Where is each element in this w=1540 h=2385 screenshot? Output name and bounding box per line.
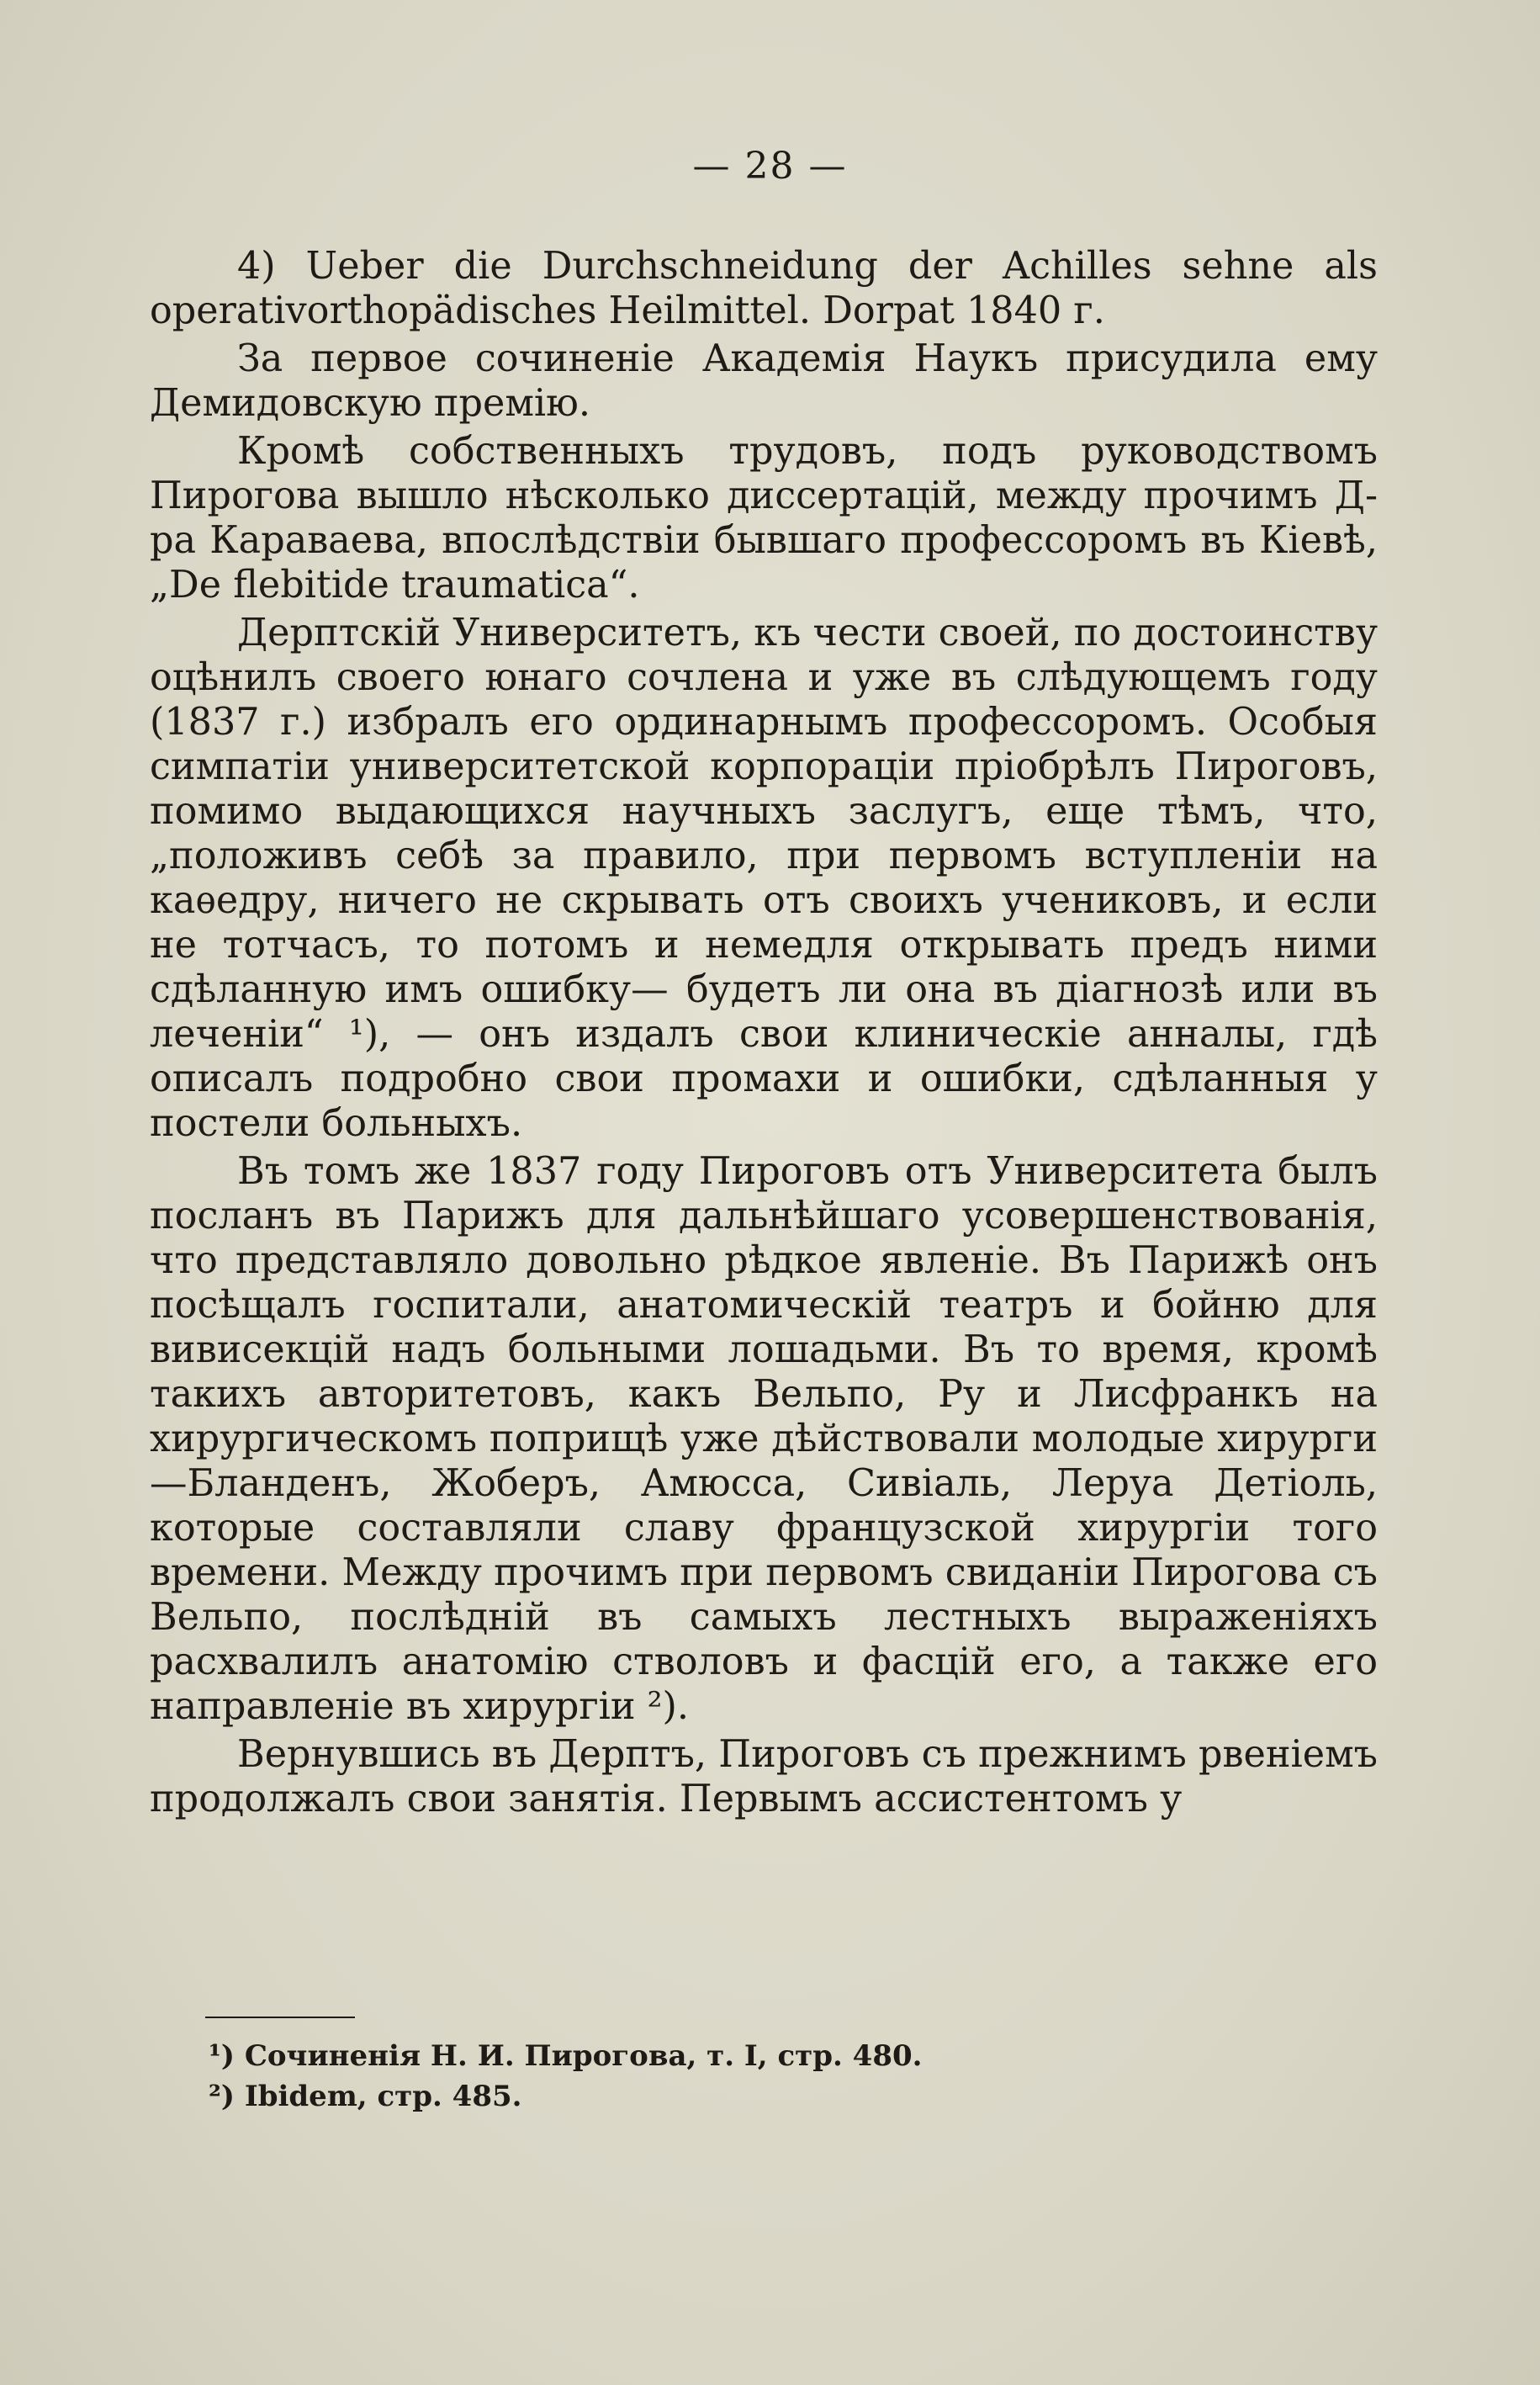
- paragraph: Дерптскій Университетъ, къ чести своей, по достоинству оцѣнилъ своего юнаго сочлена и уже въ слѣдующемъ году (1837 г.) избралъ его ординарнымъ профессоромъ. Особыя симпатіи университетской корпораціи пріобрѣлъ Пироговъ, помимо выдающихся научныхъ заслугъ, еще тѣмъ, что, „положивъ себѣ за правило, при первомъ вступленіи на каѳедру, ничего не скрывать отъ своихъ учениковъ, и если не тотчасъ, то потомъ и немедля открывать предъ ними сдѣланную имъ ошибку— будетъ ли она въ діагнозѣ или въ леченіи“ ¹), — онъ издалъ свои клиническіе анналы, гдѣ описалъ подробно свои промахи и ошибки, сдѣланныя у постели больныхъ.: [150, 612, 1378, 1145]
- footnote-divider: [205, 2017, 355, 2018]
- paragraph: Вернувшись въ Дерптъ, Пироговъ съ прежнимъ рвеніемъ продолжалъ свои занятія. Первымъ ассистентомъ у: [150, 1733, 1378, 1821]
- page-number: — 28 —: [692, 145, 848, 188]
- footnote: ²) Ibidem, стр. 485.: [209, 2080, 522, 2113]
- footnote: ¹) Сочиненія Н. И. Пирогова, т. I, стр. 480.: [209, 2039, 923, 2073]
- main-text: [150, 244, 1378, 1825]
- paragraph: За первое сочиненіе Академія Наукъ присудила ему Демидовскую премію.: [150, 337, 1378, 425]
- footnotes: [209, 2036, 1218, 2117]
- paragraph: Въ томъ же 1837 году Пироговъ отъ Университета былъ посланъ въ Парижъ для дальнѣйшаго усовершенствованія, что представляло довольно рѣдкое явленіе. Въ Парижѣ онъ посѣщалъ госпитали, анатомическій театръ и бойню для вивисекцій надъ больными лошадьми. Въ то время, кромѣ такихъ авторитетовъ, какъ Вельпо, Ру и Лисфранкъ на хирургическомъ поприщѣ уже дѣйствовали молодые хирурги—Бланденъ, Жоберъ, Амюсса, Сивіаль, Леруа Детіоль, которые составляли славу французской хирургіи того времени. Между прочимъ при первомъ свиданіи Пирогова съ Вельпо, послѣдній въ самыхъ лестныхъ выраженіяхъ расхвалилъ анатомію стволовъ и фасцій его, а также его направленіе въ хирургіи ²).: [150, 1150, 1378, 1728]
- paragraph: Кромѣ собственныхъ трудовъ, подъ руководствомъ Пирогова вышло нѣсколько диссертацій, между прочимъ Д-ра Караваева, впослѣдствіи бывшаго профессоромъ въ Кіевѣ, „De flebitide traumatica“.: [150, 430, 1378, 607]
- paragraph: 4) Ueber die Durchschneidung der Achilles sehne als operativorthopädisches Heilmittel. Dorpat 1840 г.: [150, 245, 1378, 332]
